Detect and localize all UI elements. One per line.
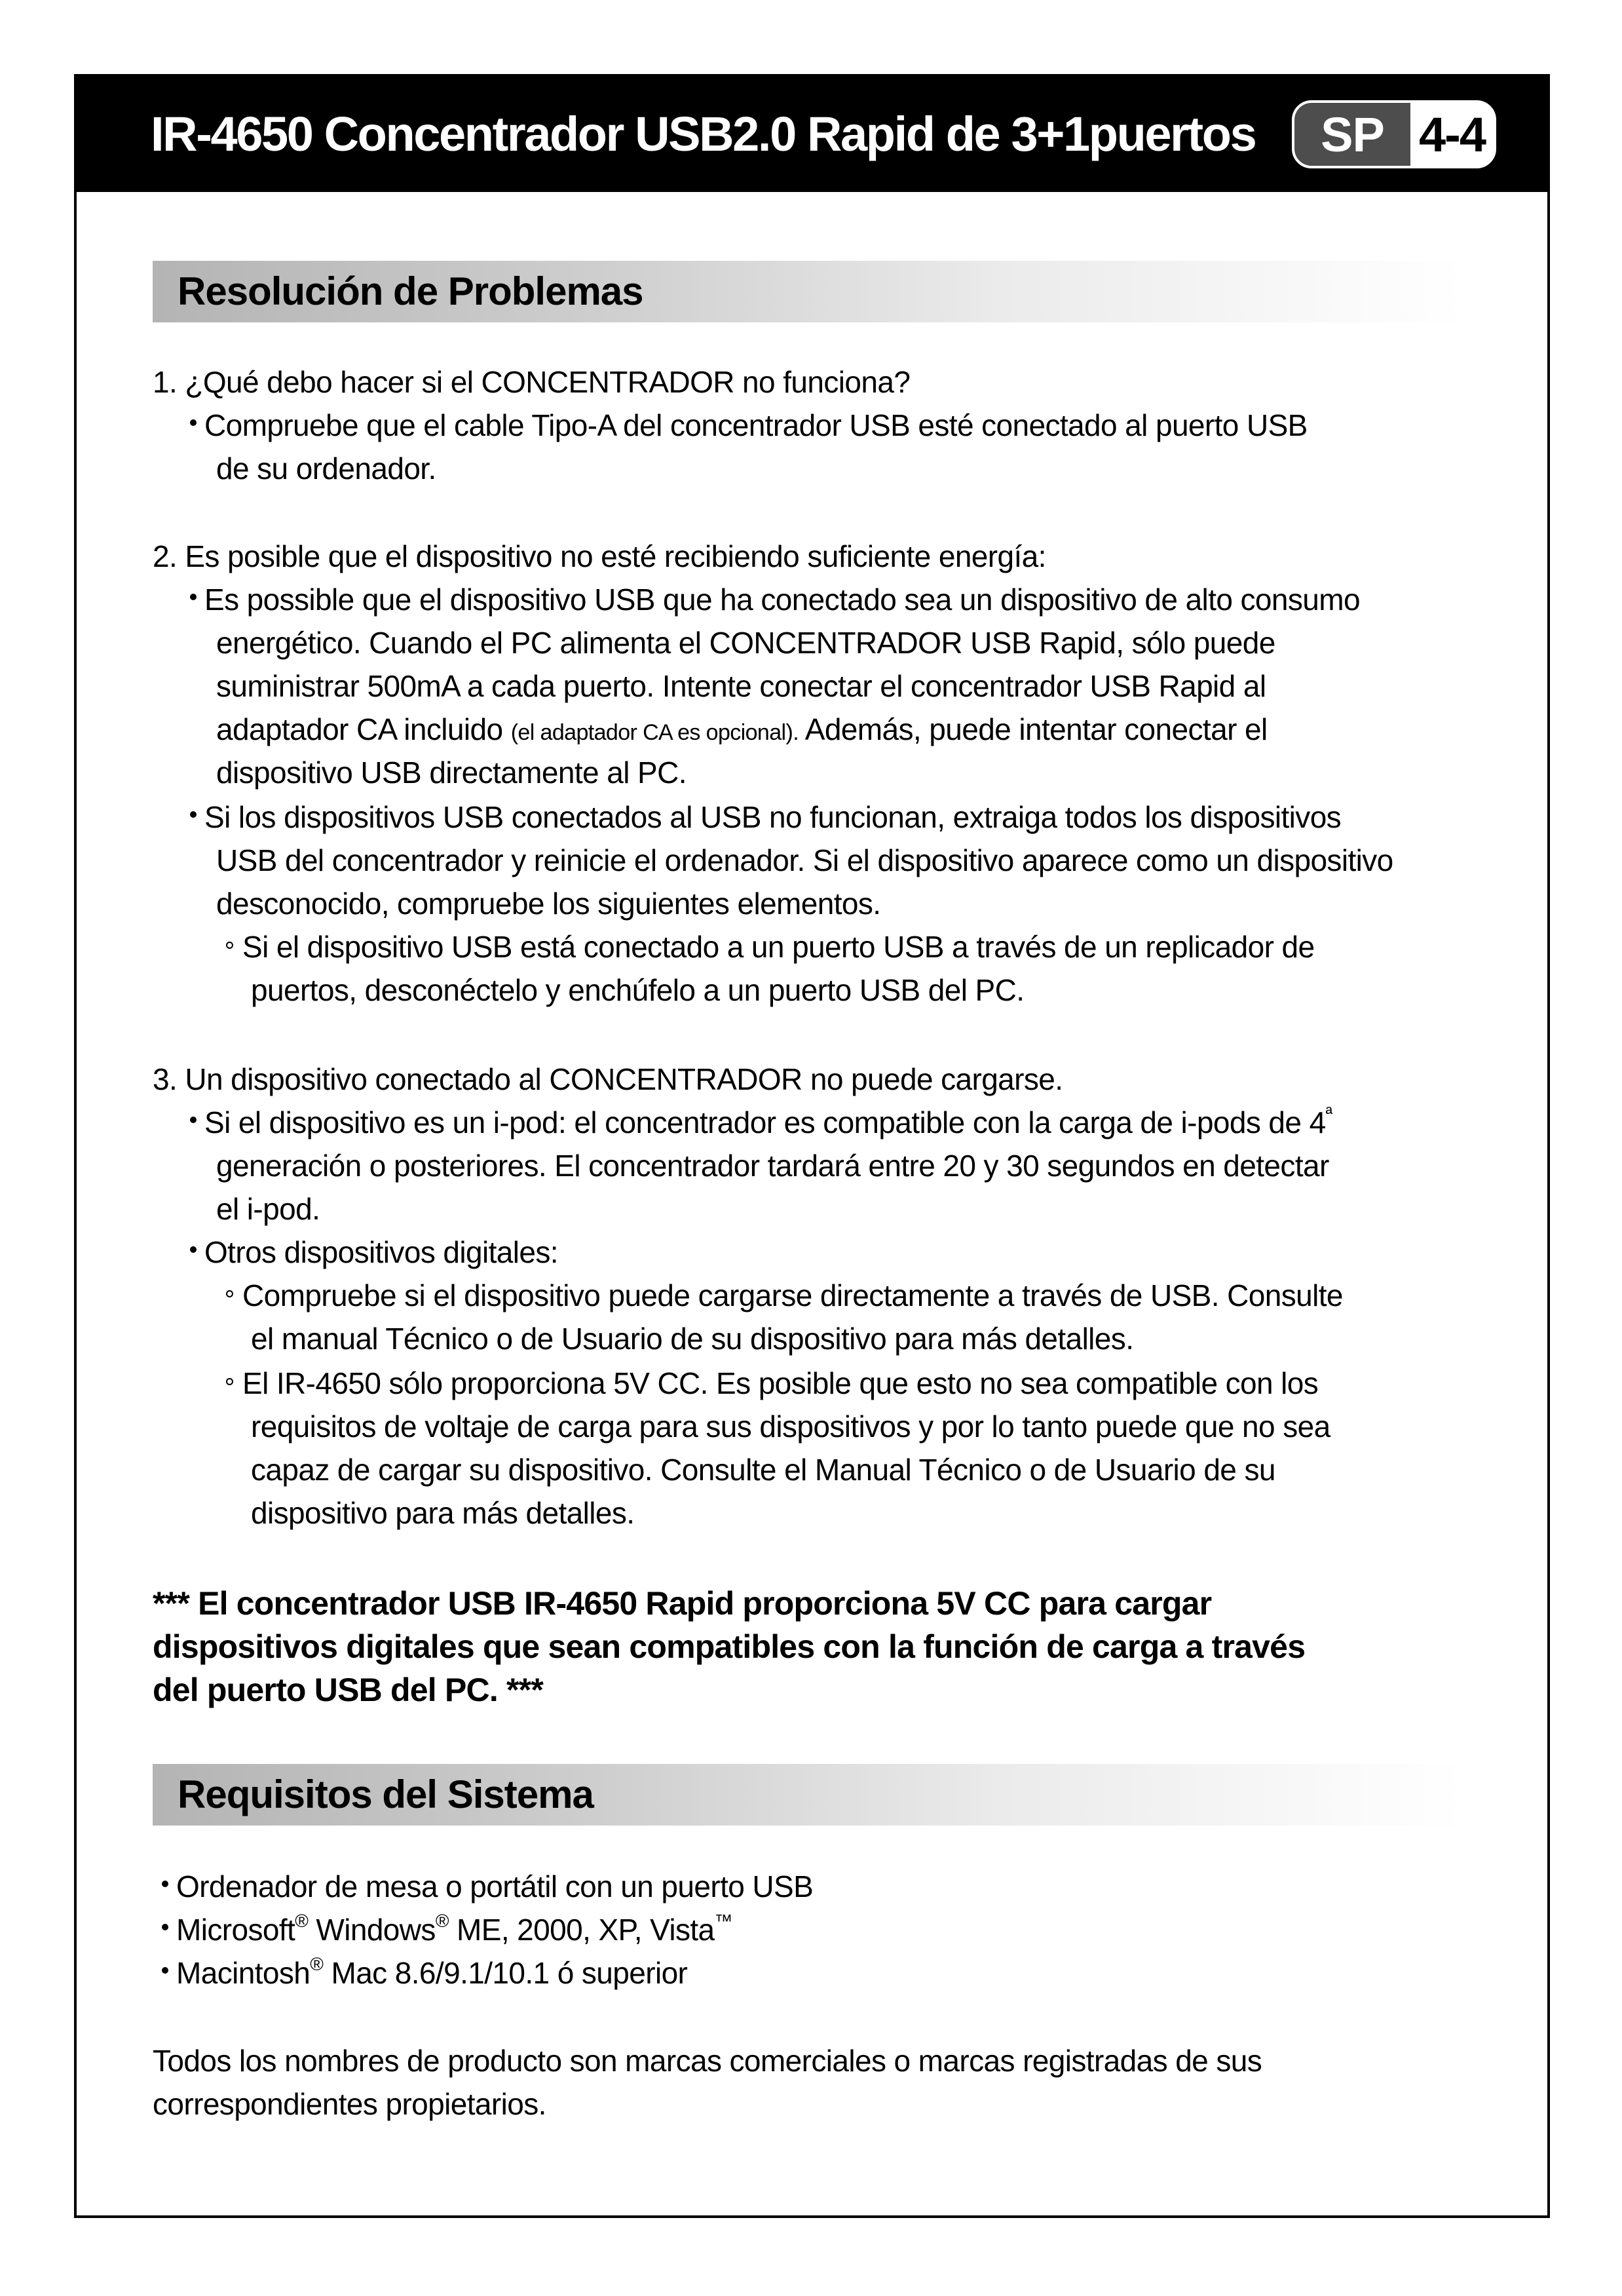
- bullet-dot-icon: [190, 1117, 197, 1123]
- question-3: 3. Un dispositivo conectado al CONCENTRADOR no puede cargarse.: [153, 1062, 1063, 1096]
- list-item-cont: desconocido, compruebe los siguientes elementos.: [216, 887, 881, 921]
- sub-list-item-cont: requisitos de voltaje de carga para sus dispositivos y por lo tanto puede que no sea: [251, 1409, 1330, 1444]
- list-item: Otros dispositivos digitales:: [190, 1231, 558, 1274]
- list-item: Si los dispositivos USB conectados al USB no funcionan, extraiga todos los dispositivos: [190, 795, 1341, 839]
- trademark-notice: Todos los nombres de producto son marcas comerciales o marcas registradas de sus: [153, 2044, 1262, 2078]
- list-item: Es possible que el dispositivo USB que ha conectado sea un dispositivo de alto consumo: [190, 578, 1360, 621]
- bullet-dot-icon: [162, 1881, 168, 1887]
- sub-list-item-cont: capaz de cargar su dispositivo. Consulte el Manual Técnico o de Usuario de su: [251, 1453, 1275, 1487]
- list-item-cont: dispositivo USB directamente al PC.: [216, 756, 687, 790]
- bullet-dot-icon: [190, 1246, 197, 1253]
- bullet-dot-icon: [162, 1924, 168, 1930]
- bullet-dot-icon: [162, 1967, 168, 1974]
- list-item-cont: USB del concentrador y reinicie el ordenador. Si el dispositivo aparece como un dispositivo: [216, 843, 1393, 877]
- bullet-dot-icon: [190, 594, 197, 600]
- requirement-item: Macintosh® Mac 8.6/9.1/10.1 ó superior: [162, 1951, 687, 1995]
- section-heading: Requisitos del Sistema: [178, 1772, 594, 1816]
- optional-note: (el adaptador CA es opcional).: [510, 720, 799, 745]
- bullet-ring-icon: [226, 1378, 233, 1385]
- list-item-cont: generación o posteriores. El concentrador tardará entre 20 y 30 segundos en detectar: [216, 1149, 1329, 1183]
- list-item: Compruebe que el cable Tipo-A del concentrador USB esté conectado al puerto USB: [190, 404, 1308, 447]
- charging-note: *** El concentrador USB IR-4650 Rapid proporciona 5V CC para cargar: [153, 1585, 1212, 1622]
- list-item-cont: el i-pod.: [216, 1192, 320, 1226]
- sub-list-item: Si el dispositivo USB está conectado a un puerto USB a través de un replicador de: [226, 925, 1315, 968]
- language-code: SP: [1294, 103, 1410, 166]
- page-title: IR-4650 Concentrador USB2.0 Rapid de 3+1puertos: [151, 107, 1256, 161]
- charging-note: dispositivos digitales que sean compatibles con la función de carga a través: [153, 1628, 1306, 1665]
- list-item-cont: energético. Cuando el PC alimenta el CONCENTRADOR USB Rapid, sólo puede: [216, 626, 1275, 660]
- sub-list-item: El IR-4650 sólo proporciona 5V CC. Es posible que esto no sea compatible con los: [226, 1362, 1318, 1405]
- sub-list-item: Compruebe si el dispositivo puede cargarse directamente a través de USB. Consulte: [226, 1274, 1343, 1317]
- requirement-item: Ordenador de mesa o portátil con un puerto USB: [162, 1865, 813, 1908]
- list-item-cont: suministrar 500mA a cada puerto. Intente conectar el concentrador USB Rapid al: [216, 669, 1266, 703]
- sub-list-item-cont: puertos, desconéctelo y enchúfelo a un puerto USB del PC.: [251, 973, 1025, 1007]
- section-bar-troubleshooting: [153, 261, 1463, 322]
- bullet-ring-icon: [226, 942, 233, 949]
- list-item-cont: adaptador CA incluido (el adaptador CA es opcional). Además, puede intentar conectar el: [216, 712, 1268, 746]
- language-page-badge: [1292, 100, 1496, 168]
- requirement-item: Microsoft® Windows® ME, 2000, XP, Vista™: [162, 1908, 732, 1951]
- question-2: 2. Es posible que el dispositivo no esté recibiendo suficiente energía:: [153, 539, 1046, 573]
- bullet-dot-icon: [190, 419, 197, 426]
- sub-list-item-cont: dispositivo para más detalles.: [251, 1496, 635, 1530]
- list-item: Si el dispositivo es un i-pod: el concentrador es compatible con la carga de i-pods de $4^ª$: [190, 1101, 1332, 1144]
- page-number: 4-4: [1419, 107, 1485, 162]
- question-1: 1. ¿Qué debo hacer si el CONCENTRADOR no funciona?: [153, 365, 911, 399]
- sub-list-item-cont: el manual Técnico o de Usuario de su dispositivo para más detalles.: [251, 1322, 1134, 1356]
- bullet-ring-icon: [226, 1290, 233, 1297]
- charging-note: del puerto USB del PC. ***: [153, 1672, 543, 1708]
- section-heading: Resolución de Problemas: [178, 269, 643, 313]
- section-bar-requirements: [153, 1764, 1463, 1826]
- list-item-cont: de su ordenador.: [216, 451, 436, 486]
- bullet-dot-icon: [190, 811, 197, 818]
- trademark-notice: correspondientes propietarios.: [153, 2087, 546, 2121]
